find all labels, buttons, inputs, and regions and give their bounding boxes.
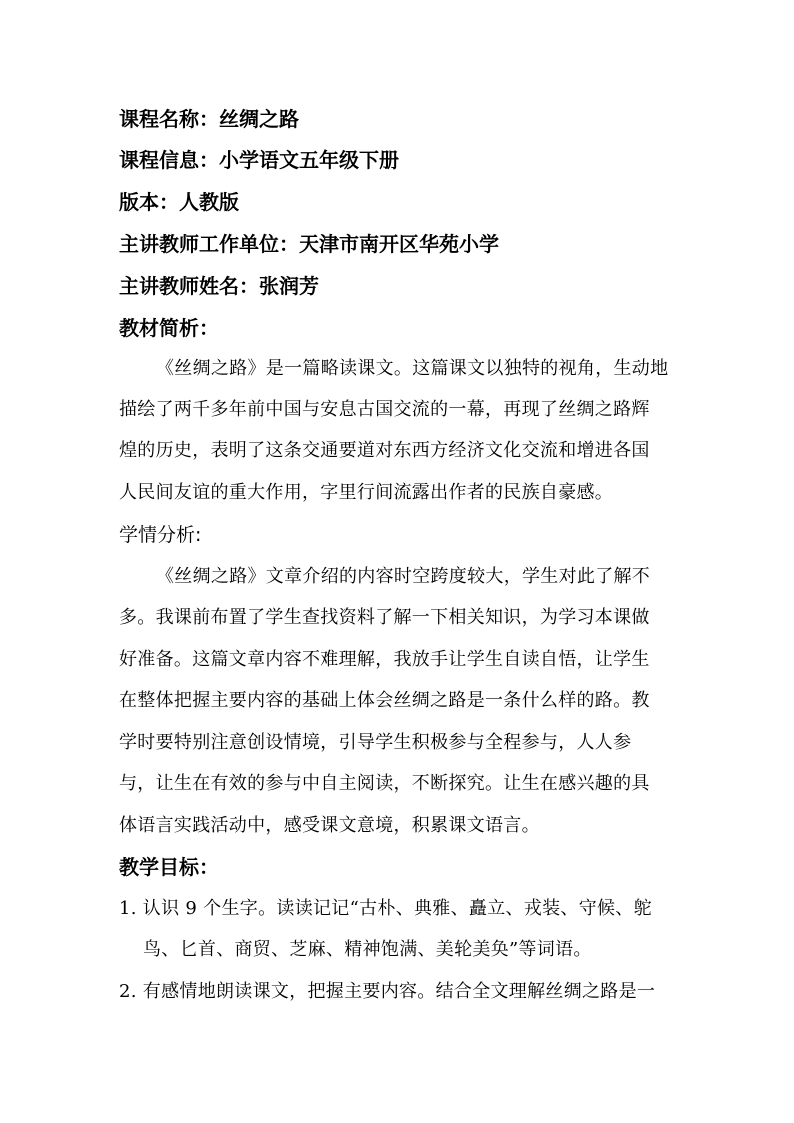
paragraph-line: 好准备。这篇文章内容不难理解，我放手让学生自读自悟，让学生	[119, 649, 650, 670]
paragraph-line: 煌的历史，表明了这条交通要道对东西方经济文化交流和增进各国	[119, 440, 650, 461]
section-title-objectives: 教学目标：	[119, 855, 219, 879]
teacher-unit: 主讲教师工作单位：天津市南开区华苑小学	[119, 232, 499, 256]
section-title-textbook-analysis: 教材简析：	[119, 316, 219, 340]
paragraph-line: 人民间友谊的重大作用，字里行间流露出作者的民族自豪感。	[119, 482, 614, 503]
objective-item-continuation: 鸟、匕首、商贸、芝麻、精神饱满、美轮美奂”等词语。	[143, 939, 592, 960]
paragraph-line: 《丝绸之路》文章介绍的内容时空跨度较大，学生对此了解不	[156, 566, 651, 587]
paragraph-line: 在整体把握主要内容的基础上体会丝绸之路是一条什么样的路。教	[119, 690, 650, 711]
paragraph-line: 与，让生在有效的参与中自主阅读，不断探究。让生在感兴趣的具	[119, 773, 650, 794]
paragraph-line: 《丝绸之路》是一篇略读课文。这篇课文以独特的视角，生动地	[156, 358, 669, 379]
objective-item-line: 1. 认识 9 个生字。读读记记“古朴、典雅、矗立、戎装、守候、鸵	[119, 898, 652, 919]
course-name: 课程名称：丝绸之路	[119, 107, 299, 131]
paragraph-line: 体语言实践活动中，感受课文意境，积累课文语言。	[119, 815, 540, 836]
paragraph-line: 描绘了两千多年前中国与安息古国交流的一幕，再现了丝绸之路辉	[119, 399, 650, 420]
objective-item-line: 2. 有感情地朗读课文，把握主要内容。结合全文理解丝绸之路是一	[119, 981, 656, 1002]
paragraph-line: 学时要特别注意创设情境，引导学生积极参与全程参与，人人参	[119, 732, 632, 753]
teacher-name: 主讲教师姓名：张润芳	[119, 274, 319, 298]
edition: 版本：人教版	[119, 190, 239, 214]
paragraph-line: 多。我课前布置了学生查找资料了解一下相关知识，为学习本课做	[119, 607, 650, 628]
course-info: 课程信息：小学语文五年级下册	[119, 148, 399, 172]
section-title-student-analysis: 学情分析:	[119, 524, 202, 546]
